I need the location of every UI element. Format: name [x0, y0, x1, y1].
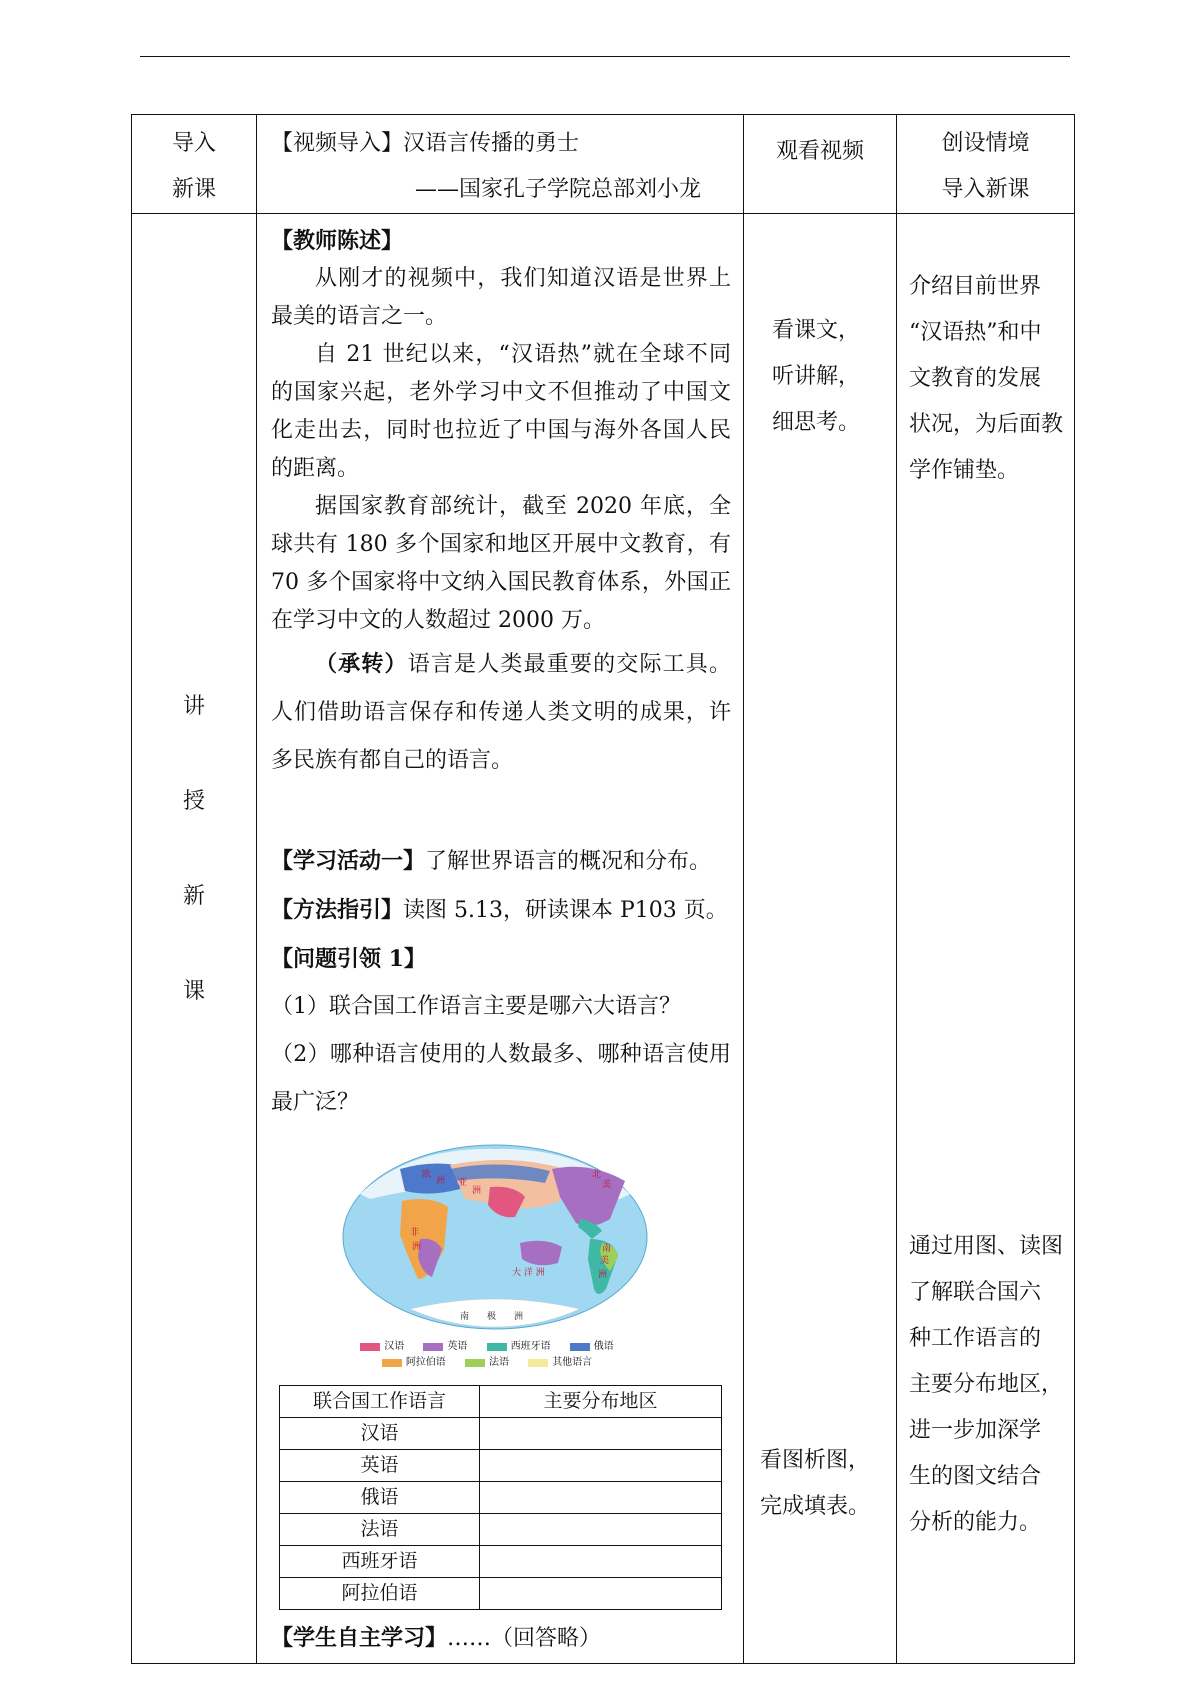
legend-label: 法语 — [489, 1357, 509, 1368]
table-row — [280, 1482, 722, 1514]
purpose-line: 了解联合国六 — [909, 1280, 1042, 1305]
intro-title: 【视频导入】汉语言传播的勇士 — [271, 131, 580, 156]
purpose-line: 生的图文结合 — [909, 1464, 1042, 1489]
header-language: 联合国工作语言 — [280, 1386, 480, 1418]
legend-label: 其他语言 — [552, 1357, 593, 1368]
label-africa-a: 非 — [410, 1228, 420, 1238]
header-region: 主要分布地区 — [480, 1386, 722, 1418]
purpose-line: 文教育的发展 — [909, 366, 1042, 391]
purpose-line: 进一步加深学 — [909, 1418, 1042, 1443]
intro-row — [132, 115, 1075, 214]
language-cell: 西班牙语 — [280, 1546, 480, 1578]
language-cell: 俄语 — [280, 1482, 480, 1514]
world-language-map — [340, 1139, 650, 1339]
activity-line: 听讲解， — [772, 364, 861, 389]
intro-content-cell — [257, 115, 744, 214]
region-input-cell[interactable] — [480, 1450, 722, 1482]
legend-label: 西班牙语 — [510, 1341, 551, 1352]
legend-swatch — [570, 1343, 590, 1351]
legend-swatch — [487, 1343, 507, 1351]
label-europe-b: 洲 — [436, 1176, 446, 1186]
language-cell: 阿拉伯语 — [280, 1578, 480, 1610]
table-row — [280, 1578, 722, 1610]
student-line — [271, 1614, 731, 1663]
activity1-line — [271, 837, 731, 886]
label-oceania: 大 洋 洲 — [512, 1268, 545, 1278]
intro-stage-line2: 新课 — [171, 177, 216, 202]
student-text: ……（回答略） — [447, 1626, 602, 1651]
student-label: 【学生自主学习】 — [271, 1625, 448, 1651]
transition-paragraph — [271, 640, 731, 785]
label-samerica-c: 洲 — [598, 1270, 608, 1280]
label-antarctica: 南 极 洲 — [460, 1312, 524, 1322]
legend-label: 英语 — [447, 1341, 468, 1352]
table-row — [280, 1450, 722, 1482]
intro-stage-cell — [132, 115, 257, 214]
paragraph-2: 自 21 世纪以来，“汉语热”就在全球不同的国家兴起，老外学习中文不但推动了中国文化走出去，同时也拉近了中国与海外各国人民的距离。 — [271, 342, 731, 481]
label-namerica-b: 美 — [602, 1180, 612, 1190]
intro-purpose-line2: 导入新课 — [941, 177, 1030, 202]
intro-stage-line1: 导入 — [171, 131, 216, 156]
legend-item — [528, 1355, 592, 1371]
map-svg — [340, 1139, 650, 1339]
legend-label: 俄语 — [593, 1341, 614, 1352]
spacer — [271, 785, 731, 837]
legend-swatch — [360, 1343, 380, 1351]
region-input-cell[interactable] — [480, 1418, 722, 1450]
intro-activity-cell — [744, 115, 897, 214]
intro-purpose-line1: 创设情境 — [941, 131, 1030, 156]
stage-char-4: 课 — [182, 978, 205, 1004]
student-activity-group-2 — [760, 1438, 870, 1530]
purpose-line: 状况，为后面教 — [909, 412, 1064, 437]
label-namerica-a: 北 — [592, 1170, 602, 1180]
activity-line: 看图析图， — [760, 1448, 871, 1473]
transition-text: 语言是人类最重要的交际工具。人们借助语言保存和传递人类文明的成果，许多民族有都自己的语言。 — [271, 652, 731, 773]
activity1-text: 了解世界语言的概况和分布。 — [425, 849, 712, 874]
label-samerica-a: 南 — [602, 1244, 612, 1254]
lesson-content-cell — [257, 214, 744, 1664]
legend-item — [382, 1355, 446, 1371]
australia-shape — [520, 1241, 562, 1266]
legend-swatch — [528, 1359, 548, 1367]
region-input-cell[interactable] — [480, 1514, 722, 1546]
language-cell: 法语 — [280, 1514, 480, 1546]
design-purpose-cell — [897, 214, 1075, 1664]
language-table-header — [280, 1386, 722, 1418]
legend-item — [360, 1339, 404, 1355]
legend-row-1 — [340, 1339, 650, 1355]
legend-item — [423, 1339, 467, 1355]
purpose-line: 种工作语言的 — [909, 1326, 1042, 1351]
legend-item — [465, 1355, 509, 1371]
lesson-row — [132, 214, 1075, 1664]
legend-row-2 — [340, 1355, 650, 1371]
activity-line: 完成填表。 — [760, 1494, 871, 1519]
purpose-line: 学作铺垫。 — [909, 458, 1020, 483]
label-samerica-b: 美 — [600, 1256, 610, 1266]
method-text: 读图 5.13，研读课本 P103 页。 — [403, 898, 728, 923]
legend-item — [487, 1339, 551, 1355]
lesson-plan-table — [131, 114, 1075, 1664]
paragraph-3: 据国家教育部统计，截至 2020 年底，全球共有 180 多个国家和地区开展中文教育，有 70 多个国家将中文纳入国民教育体系，外国正在学习中文的人数超过 2000 万。 — [271, 494, 731, 633]
language-cell: 英语 — [280, 1450, 480, 1482]
legend-label: 汉语 — [384, 1341, 405, 1352]
purpose-line: 通过用图、读图 — [909, 1234, 1064, 1259]
paragraph-1: 从刚才的视频中，我们知道汉语是世界上最美的语言之一。 — [271, 266, 731, 329]
lesson-stage-cell — [132, 214, 257, 1664]
purpose-group-1 — [909, 264, 1063, 494]
stage-char-1: 讲 — [182, 693, 205, 719]
purpose-group-2 — [909, 1224, 1063, 1546]
stage-char-2: 授 — [182, 788, 205, 814]
question-1: （1）联合国工作语言主要是哪六大语言？ — [271, 994, 681, 1019]
purpose-line: “汉语热”和中 — [909, 320, 1042, 345]
student-activity-group-1 — [772, 308, 860, 446]
transition-label: （承转） — [315, 651, 408, 677]
activity-line: 细思考。 — [772, 410, 861, 435]
label-europe-a: 欧 — [422, 1170, 432, 1180]
table-row — [280, 1418, 722, 1450]
method-line — [271, 886, 731, 935]
region-input-cell[interactable] — [480, 1482, 722, 1514]
intro-activity: 观看视频 — [775, 139, 864, 164]
region-input-cell[interactable] — [480, 1578, 722, 1610]
legend-item — [570, 1339, 614, 1355]
legend-swatch — [382, 1359, 402, 1367]
legend-label: 阿拉伯语 — [405, 1357, 446, 1368]
legend-swatch — [465, 1359, 485, 1367]
purpose-line: 主要分布地区， — [909, 1372, 1064, 1397]
intro-purpose-cell — [897, 115, 1075, 214]
region-input-cell[interactable] — [480, 1546, 722, 1578]
header-rule — [140, 56, 1070, 57]
teacher-heading: 【教师陈述】 — [271, 228, 404, 254]
question-heading: 【问题引领 1】 — [271, 946, 426, 972]
legend-swatch — [423, 1343, 443, 1351]
activity1-label: 【学习活动一】 — [271, 848, 426, 874]
intro-subtitle: ——国家孔子学院总部刘小龙 — [414, 177, 701, 202]
map-legend — [340, 1339, 650, 1371]
label-africa-b: 洲 — [412, 1242, 422, 1252]
method-label: 【方法指引】 — [271, 897, 404, 923]
stage-char-3: 新 — [182, 883, 205, 909]
question-2: （2）哪种语言使用的人数最多、哪种语言使用最广泛？ — [271, 1042, 731, 1115]
label-asia-a: 亚 — [458, 1178, 468, 1188]
purpose-line: 分析的能力。 — [909, 1510, 1042, 1535]
label-asia-b: 洲 — [472, 1186, 482, 1196]
table-row — [280, 1546, 722, 1578]
language-table — [279, 1385, 722, 1610]
table-row — [280, 1514, 722, 1546]
purpose-line: 介绍目前世界 — [909, 274, 1042, 299]
activity-line: 看课文， — [772, 318, 861, 343]
student-activity-cell — [744, 214, 897, 1664]
language-cell: 汉语 — [280, 1418, 480, 1450]
